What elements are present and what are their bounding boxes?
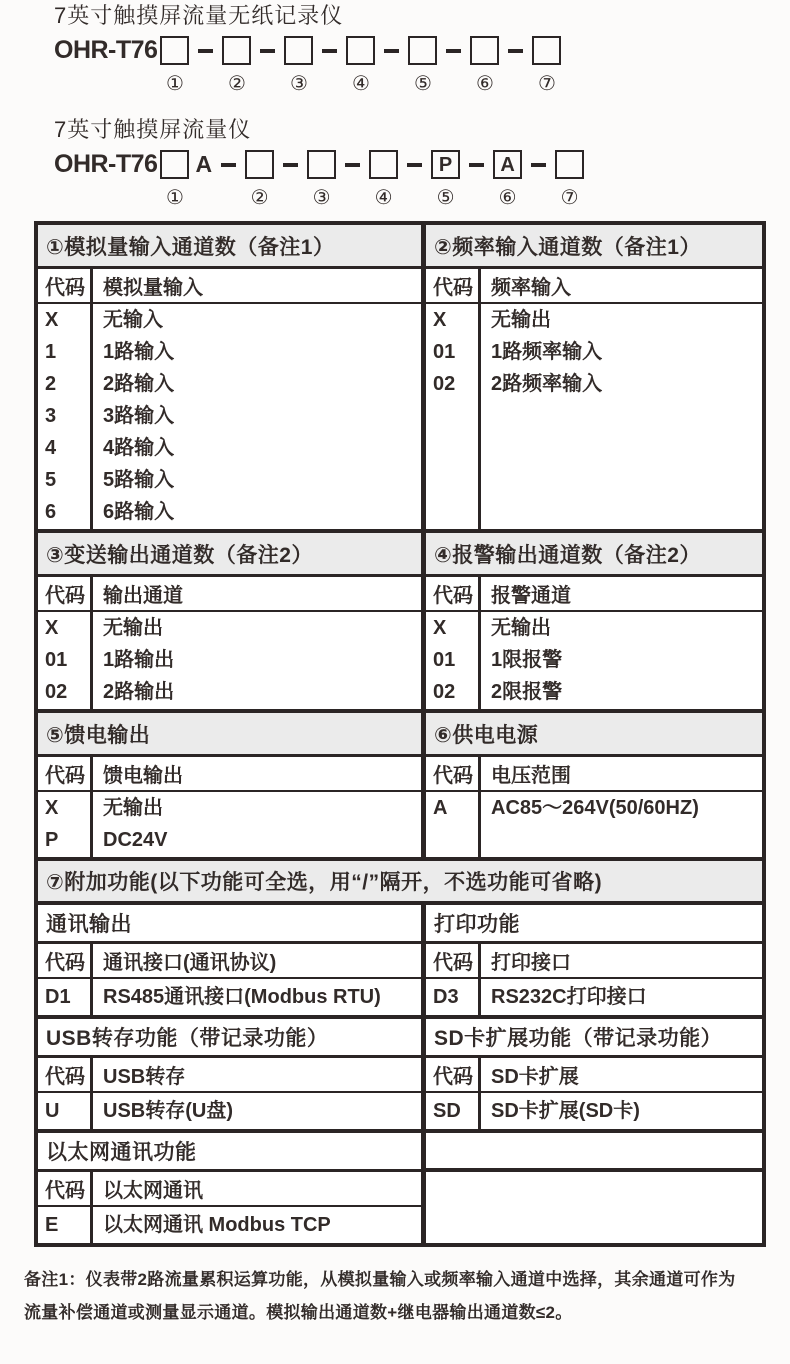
dash-separator	[345, 163, 360, 167]
table-band	[38, 225, 762, 533]
desc-column-header: 通讯接口(通讯协议)	[103, 952, 277, 974]
table-band	[38, 533, 762, 713]
data-block	[426, 979, 762, 1015]
model-box	[160, 36, 189, 65]
table-half-right	[426, 225, 762, 529]
dash-separator	[384, 49, 399, 53]
dash-separator	[508, 49, 523, 53]
table-half-left	[38, 713, 426, 857]
code-cell: 01	[433, 341, 456, 363]
column-header-row	[38, 269, 421, 304]
column-header-row	[426, 577, 762, 612]
column-header-row	[38, 944, 421, 979]
model-segment	[470, 36, 499, 95]
code-column-header: 代码	[426, 757, 481, 790]
desc-column-header: USB转存	[103, 1066, 186, 1088]
desc-cell: SD卡扩展(SD卡)	[491, 1100, 640, 1122]
table-half-right	[426, 1019, 762, 1129]
code-column-header: 代码	[426, 944, 481, 977]
code-cell: 01	[433, 649, 456, 671]
desc-cell: 2路输入	[103, 373, 175, 395]
desc-cell: 无输出	[103, 797, 163, 819]
desc-column	[481, 612, 762, 709]
spec-table	[34, 221, 766, 1247]
desc-column	[481, 979, 762, 1015]
code-cell: 4	[45, 437, 57, 459]
model-segment	[307, 150, 336, 209]
desc-cell: 1路输出	[103, 649, 175, 671]
desc-column	[93, 792, 421, 857]
circled-number: ③	[290, 73, 308, 95]
model-code-row	[54, 150, 790, 209]
code-cell: X	[45, 617, 59, 639]
code-column-header: 代码	[38, 577, 93, 610]
desc-cell: USB转存(U盘)	[103, 1100, 233, 1122]
desc-column-header: 以太网通讯	[103, 1180, 203, 1202]
section-header: ⑥供电电源	[426, 713, 762, 757]
code-column	[38, 1093, 93, 1129]
desc-cell: 1路输入	[103, 341, 175, 363]
code-cell: 02	[45, 681, 68, 703]
desc-cell: 2路输出	[103, 681, 175, 703]
model-box	[245, 150, 274, 179]
desc-column-header: 电压范围	[491, 765, 571, 787]
section-header: ①模拟量输入通道数（备注1）	[38, 225, 421, 269]
column-header-row	[426, 757, 762, 792]
desc-column	[93, 304, 421, 529]
data-block	[38, 612, 421, 709]
code-column-header: 代码	[38, 1172, 93, 1205]
section-header: ②频率输入通道数（备注1）	[426, 225, 762, 269]
column-header-row	[38, 577, 421, 612]
product-block	[54, 117, 790, 209]
circled-number: ④	[374, 187, 393, 209]
code-column	[38, 979, 93, 1015]
code-column	[38, 1207, 93, 1243]
footnote-line: 流量补偿通道或测量显示通道。模拟输出通道数+继电器输出通道数≤2。	[24, 1303, 573, 1322]
table-half-right	[426, 713, 762, 857]
code-cell: D3	[433, 986, 459, 1008]
footnote-line: 备注1：仪表带2路流量累积运算功能，从模拟量输入或频率输入通道中选择，其余通道可作为	[24, 1270, 736, 1289]
desc-cell: AC85～264V(50/60HZ)	[491, 797, 699, 819]
model-segment	[160, 36, 189, 95]
code-cell: 02	[433, 373, 456, 395]
code-column-header: 代码	[38, 757, 93, 790]
empty-cell-row	[426, 1133, 762, 1172]
code-cell: 1	[45, 341, 57, 363]
desc-column-header: 报警通道	[491, 585, 571, 607]
code-cell: 3	[45, 405, 57, 427]
data-block	[38, 1207, 421, 1243]
section-header: ⑤馈电输出	[38, 713, 421, 757]
model-segment	[431, 150, 460, 209]
data-block	[426, 304, 762, 529]
model-box	[369, 150, 398, 179]
dash-separator	[531, 163, 546, 167]
code-column	[38, 304, 93, 529]
desc-column	[481, 792, 762, 857]
product-model-header	[54, 3, 790, 209]
code-cell: X	[433, 617, 447, 639]
circled-number: ④	[352, 73, 370, 95]
dash-separator	[198, 49, 213, 53]
desc-cell: 4路输入	[103, 437, 175, 459]
desc-cell: 无输出	[103, 617, 163, 639]
table-band	[38, 713, 762, 861]
desc-cell: 6路输入	[103, 501, 175, 523]
code-column	[426, 304, 481, 529]
model-segment	[532, 36, 561, 95]
model-box	[408, 36, 437, 65]
table-half-right	[426, 905, 762, 1015]
section7-banner: ⑦附加功能(以下功能可全选，用“/”隔开，不选功能可省略)	[38, 861, 762, 901]
table-half-right	[426, 1133, 762, 1243]
circled-number: ⑤	[414, 73, 432, 95]
circled-number: ⑦	[560, 187, 579, 209]
desc-cell: RS232C打印接口	[491, 986, 647, 1008]
code-cell: SD	[433, 1100, 461, 1122]
desc-column-header: SD卡扩展	[491, 1066, 579, 1088]
column-header-row	[426, 1058, 762, 1093]
subsection-header: USB转存功能（带记录功能）	[38, 1019, 421, 1058]
circled-number: ⑤	[436, 187, 455, 209]
data-block	[38, 792, 421, 857]
circled-number: ③	[312, 187, 331, 209]
model-segment	[284, 36, 313, 95]
column-header-row	[38, 757, 421, 792]
circled-number: ②	[250, 187, 269, 209]
code-column-header: 代码	[426, 269, 481, 302]
code-cell: 2	[45, 373, 57, 395]
code-column	[38, 612, 93, 709]
model-prefix: OHR-T76	[54, 150, 158, 178]
model-segment	[346, 36, 375, 95]
desc-column	[93, 1093, 421, 1129]
product-title: 7英寸触摸屏流量无纸记录仪	[54, 3, 344, 28]
desc-column	[93, 1207, 421, 1243]
model-box	[532, 36, 561, 65]
subsection-header: 打印功能	[426, 905, 762, 944]
model-box: A	[493, 150, 522, 179]
model-box	[222, 36, 251, 65]
dash-separator	[322, 49, 337, 53]
dash-separator	[221, 163, 236, 167]
dash-separator	[469, 163, 484, 167]
code-column-header: 代码	[38, 269, 93, 302]
desc-cell: 无输出	[491, 309, 551, 331]
code-cell: X	[45, 797, 59, 819]
model-box	[307, 150, 336, 179]
desc-cell: 以太网通讯 Modbus TCP	[103, 1214, 331, 1236]
circled-number: ①	[166, 187, 184, 209]
model-code-row	[54, 36, 790, 95]
table-half-left	[38, 905, 426, 1015]
table-banner-band	[38, 861, 762, 905]
column-header-row	[38, 1058, 421, 1093]
code-cell: P	[45, 829, 59, 851]
data-block	[38, 979, 421, 1015]
data-block	[426, 612, 762, 709]
code-cell: X	[45, 309, 59, 331]
subsection-header: SD卡扩展功能（带记录功能）	[426, 1019, 762, 1058]
data-block	[38, 1093, 421, 1129]
desc-cell: 2路频率输入	[491, 373, 603, 395]
desc-column-header: 馈电输出	[103, 765, 183, 787]
code-cell: E	[45, 1214, 59, 1236]
data-block	[426, 1093, 762, 1129]
code-column	[426, 792, 481, 857]
code-column	[38, 792, 93, 857]
code-cell: A	[433, 797, 448, 819]
data-block	[426, 792, 762, 857]
model-segment	[493, 150, 522, 209]
table-half-right	[426, 533, 762, 709]
circled-number: ⑥	[498, 187, 517, 209]
desc-column-header: 打印接口	[491, 952, 571, 974]
desc-column	[93, 979, 421, 1015]
desc-cell: 3路输入	[103, 405, 175, 427]
code-column	[426, 612, 481, 709]
table-band	[38, 905, 762, 1019]
circled-number: ⑦	[538, 73, 556, 95]
model-box	[555, 150, 584, 179]
subsection-header: 以太网通讯功能	[38, 1133, 421, 1172]
desc-cell: DC24V	[103, 829, 168, 851]
circled-number: ⑥	[476, 73, 494, 95]
table-half-left	[38, 1133, 426, 1243]
dash-separator	[446, 49, 461, 53]
model-box	[284, 36, 313, 65]
desc-cell: 2限报警	[491, 681, 563, 703]
table-band	[38, 1133, 762, 1243]
code-cell: 5	[45, 469, 57, 491]
desc-column-header: 频率输入	[491, 277, 571, 299]
model-prefix: OHR-T76	[54, 36, 158, 64]
desc-cell: 1限报警	[491, 649, 563, 671]
desc-column	[481, 1093, 762, 1129]
dash-separator	[283, 163, 298, 167]
desc-cell: 1路频率输入	[491, 341, 603, 363]
code-cell: 6	[45, 501, 57, 523]
code-column-header: 代码	[38, 1058, 93, 1091]
table-half-left	[38, 1019, 426, 1129]
code-column-header: 代码	[426, 577, 481, 610]
code-column	[426, 979, 481, 1015]
table-half-left	[38, 225, 426, 529]
desc-column-header: 输出通道	[103, 585, 183, 607]
model-box	[470, 36, 499, 65]
column-header-row	[426, 269, 762, 304]
model-segment	[160, 150, 189, 209]
empty-cell	[426, 1172, 762, 1243]
circled-number: ②	[228, 73, 246, 95]
section-header: ④报警输出通道数（备注2）	[426, 533, 762, 577]
desc-column	[93, 612, 421, 709]
dash-separator	[260, 49, 275, 53]
circled-number: ①	[166, 73, 184, 95]
desc-cell: 无输出	[491, 617, 551, 639]
code-cell: 02	[433, 681, 456, 703]
code-cell: 01	[45, 649, 68, 671]
desc-column	[481, 304, 762, 529]
code-cell: D1	[45, 986, 71, 1008]
subsection-header: 通讯输出	[38, 905, 421, 944]
section-header: ③变送输出通道数（备注2）	[38, 533, 421, 577]
table-band	[38, 1019, 762, 1133]
model-suffix-letter: A	[195, 151, 213, 177]
model-box: P	[431, 150, 460, 179]
desc-cell: 5路输入	[103, 469, 175, 491]
model-segment	[555, 150, 584, 209]
column-header-row	[426, 944, 762, 979]
dash-separator	[407, 163, 422, 167]
code-column-header: 代码	[38, 944, 93, 977]
code-column	[426, 1093, 481, 1129]
model-segment	[369, 150, 398, 209]
table-half-left	[38, 533, 426, 709]
product-title: 7英寸触摸屏流量仪	[54, 117, 252, 142]
desc-cell: 无输入	[103, 309, 163, 331]
model-box	[346, 36, 375, 65]
model-segment	[408, 36, 437, 95]
desc-cell: RS485通讯接口(Modbus RTU)	[103, 986, 381, 1008]
data-block	[38, 304, 421, 529]
model-segment	[245, 150, 274, 209]
code-cell: X	[433, 309, 447, 331]
model-segment	[222, 36, 251, 95]
footnote	[24, 1263, 760, 1329]
column-header-row	[38, 1172, 421, 1207]
model-box	[160, 150, 189, 179]
code-column-header: 代码	[426, 1058, 481, 1091]
code-cell: U	[45, 1100, 60, 1122]
product-block	[54, 3, 790, 95]
desc-column-header: 模拟量输入	[103, 277, 203, 299]
